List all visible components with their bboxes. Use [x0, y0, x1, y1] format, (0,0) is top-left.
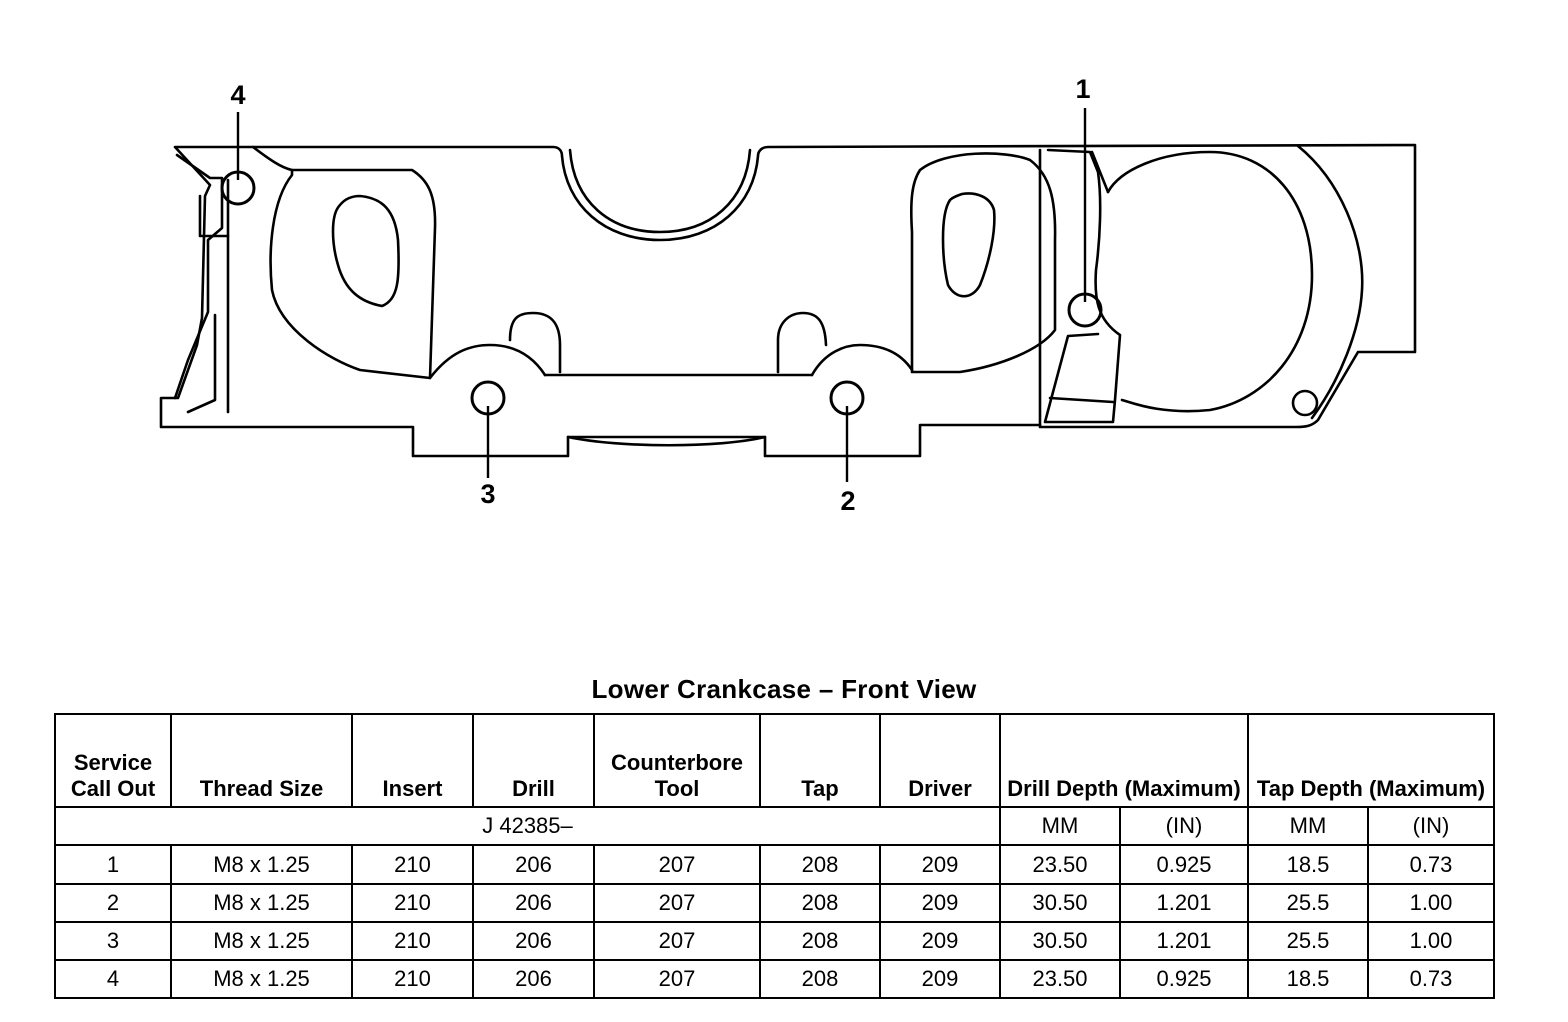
cell-driver: 209: [880, 922, 1000, 960]
cell-driver: 209: [880, 884, 1000, 922]
header-driver: Driver: [880, 714, 1000, 807]
specification-table: [54, 713, 1495, 999]
cell-drill-in: 1.201: [1120, 922, 1248, 960]
cell-callout: 1: [55, 845, 171, 883]
callout-label-1: 1: [1075, 74, 1091, 104]
cell-tap: 208: [760, 922, 880, 960]
table-row: [55, 960, 1494, 998]
unit-tap-in: (IN): [1368, 807, 1494, 845]
cell-counterbore: 207: [594, 845, 760, 883]
cell-drill-mm: 23.50: [1000, 845, 1120, 883]
cell-insert: 210: [352, 884, 473, 922]
small-hole: [1293, 391, 1317, 415]
cell-tap-in: 0.73: [1368, 845, 1494, 883]
cell-tap: 208: [760, 845, 880, 883]
cell-counterbore: 207: [594, 960, 760, 998]
cell-drill: 206: [473, 922, 594, 960]
cell-drill-in: 0.925: [1120, 845, 1248, 883]
cell-insert: 210: [352, 960, 473, 998]
cell-driver: 209: [880, 845, 1000, 883]
table-row: [55, 922, 1494, 960]
table-title: Lower Crankcase – Front View: [591, 674, 977, 704]
callout-label-4: 4: [230, 80, 246, 110]
cell-callout: 2: [55, 884, 171, 922]
cell-tap-mm: 25.5: [1248, 884, 1368, 922]
cell-drill: 206: [473, 884, 594, 922]
unit-drill-mm: MM: [1000, 807, 1120, 845]
cell-callout: 3: [55, 922, 171, 960]
right-oval-window: [943, 194, 994, 297]
header-drill-depth: Drill Depth (Maximum): [1000, 714, 1248, 807]
unit-drill-in: (IN): [1120, 807, 1248, 845]
cell-thread: M8 x 1.25: [171, 922, 352, 960]
header-insert: Insert: [352, 714, 473, 807]
tool-prefix: J 42385–: [55, 807, 1000, 845]
header-tap-depth: Tap Depth (Maximum): [1248, 714, 1494, 807]
left-oval-window: [333, 196, 399, 306]
cell-counterbore: 207: [594, 884, 760, 922]
cell-tap: 208: [760, 884, 880, 922]
callout-label-2: 2: [840, 486, 856, 516]
cell-drill-mm: 23.50: [1000, 960, 1120, 998]
cell-drill-in: 1.201: [1120, 884, 1248, 922]
cell-drill: 206: [473, 960, 594, 998]
header-tap: Tap: [760, 714, 880, 807]
header-counterbore-tool: Counterbore Tool: [594, 714, 760, 807]
callout-label-3: 3: [480, 479, 496, 509]
cell-tap-in: 1.00: [1368, 884, 1494, 922]
cell-thread: M8 x 1.25: [171, 960, 352, 998]
cell-insert: 210: [352, 845, 473, 883]
cell-tap-in: 1.00: [1368, 922, 1494, 960]
unit-tap-mm: MM: [1248, 807, 1368, 845]
cell-insert: 210: [352, 922, 473, 960]
cell-drill-mm: 30.50: [1000, 884, 1120, 922]
cell-tap-mm: 18.5: [1248, 845, 1368, 883]
cell-tap-mm: 25.5: [1248, 922, 1368, 960]
cell-drill-in: 0.925: [1120, 960, 1248, 998]
cell-driver: 209: [880, 960, 1000, 998]
table-row: [55, 884, 1494, 922]
header-service-call-out: Service Call Out: [55, 714, 171, 807]
cell-tap: 208: [760, 960, 880, 998]
cell-thread: M8 x 1.25: [171, 845, 352, 883]
header-drill: Drill: [473, 714, 594, 807]
header-thread-size: Thread Size: [171, 714, 352, 807]
cell-drill: 206: [473, 845, 594, 883]
cell-drill-mm: 30.50: [1000, 922, 1120, 960]
cell-thread: M8 x 1.25: [171, 884, 352, 922]
table-row: [55, 845, 1494, 883]
cell-tap-in: 0.73: [1368, 960, 1494, 998]
cell-counterbore: 207: [594, 922, 760, 960]
cell-tap-mm: 18.5: [1248, 960, 1368, 998]
crankcase-outline: [161, 145, 1415, 456]
cell-callout: 4: [55, 960, 171, 998]
